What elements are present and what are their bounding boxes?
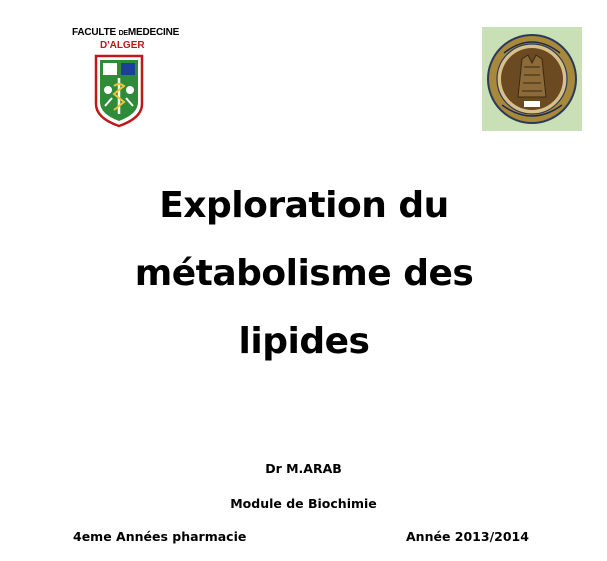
- title-line-2: métabolisme des: [134, 253, 474, 294]
- university-seal: [482, 27, 582, 131]
- author-name: Dr M.ARAB: [265, 461, 342, 476]
- title-line-1: Exploration du: [159, 185, 449, 226]
- study-level: 4eme Années pharmacie: [73, 529, 247, 544]
- university-seal-icon: [482, 27, 582, 131]
- academic-year: Année 2013/2014: [406, 529, 529, 544]
- title-line-3: lipides: [238, 321, 370, 362]
- module-name: Module de Biochimie: [230, 496, 377, 511]
- faculty-logo: [70, 27, 180, 131]
- faculty-name-line1: FACULTE DEMEDECINE: [72, 27, 180, 38]
- faculty-shield-icon: [94, 54, 144, 128]
- faculty-name-line2: D'ALGER: [100, 40, 145, 51]
- document-title: [40, 172, 568, 376]
